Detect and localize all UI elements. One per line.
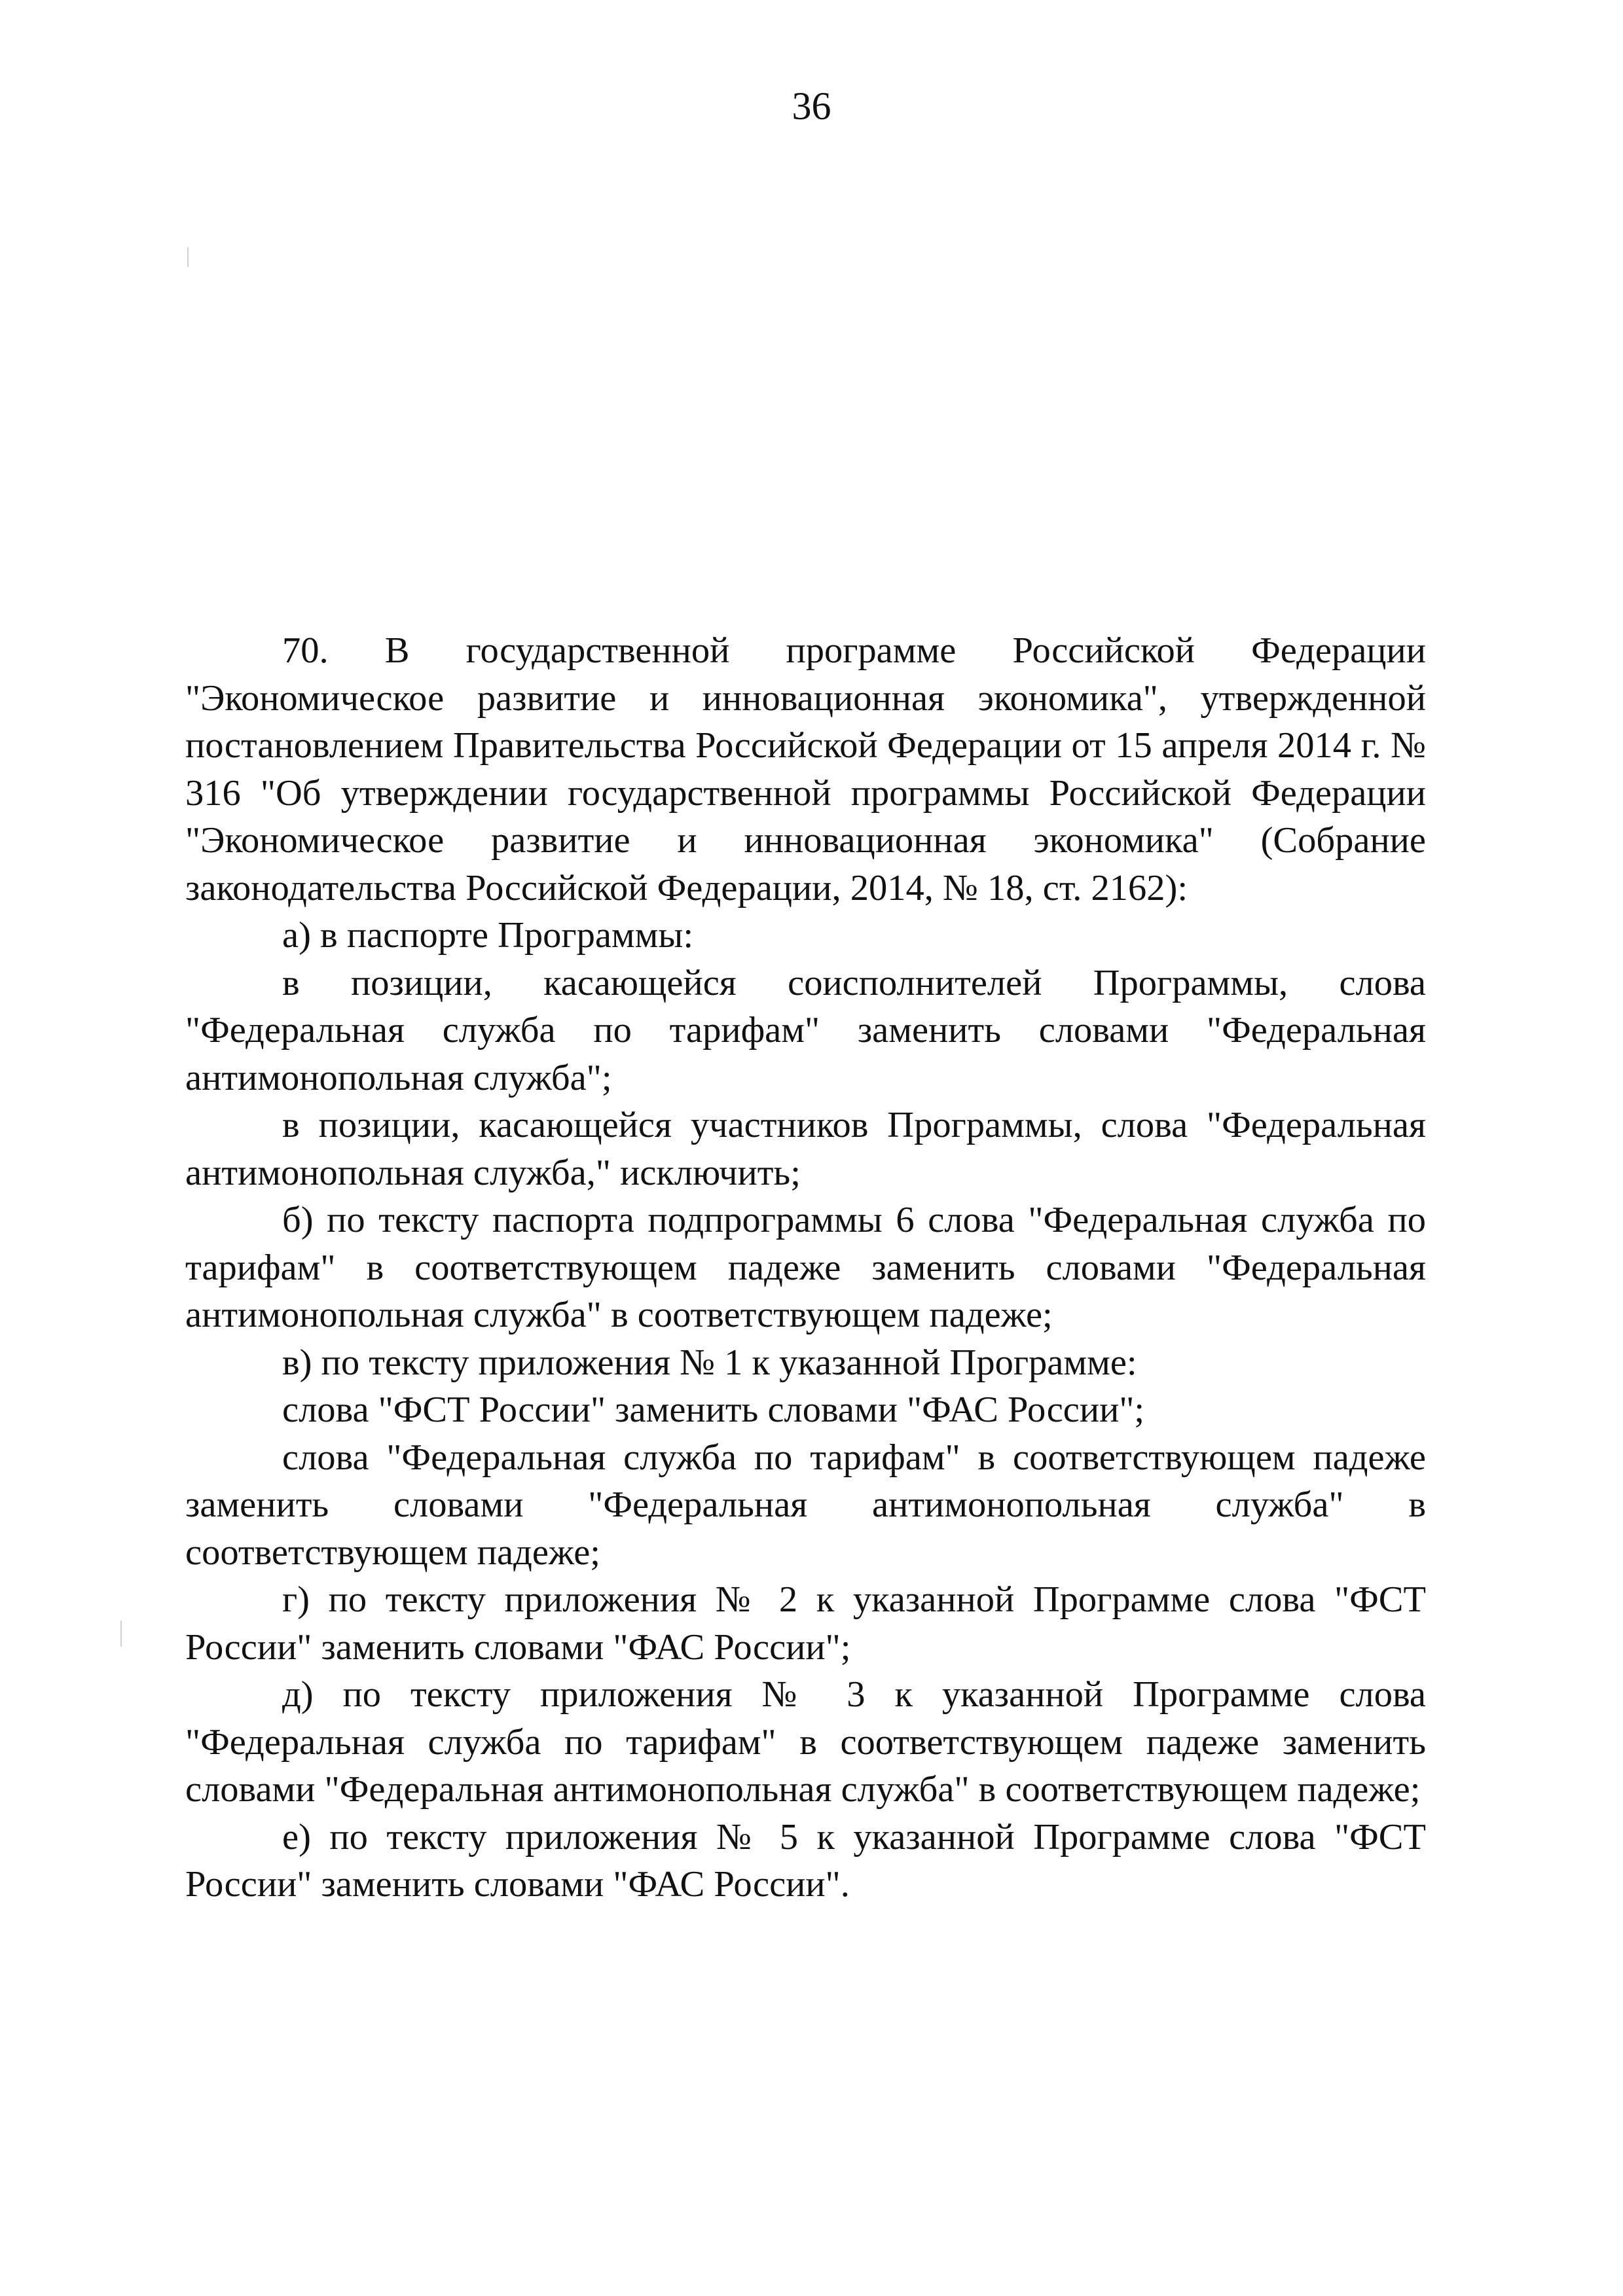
paragraph-v-fst: слова "ФСТ России" заменить словами "ФАС России"; [282,1390,1145,1430]
paragraph-b: б) по тексту паспорта подпрограммы 6 слова "Федеральная служба по тарифам" в соответствующем падеже заменить словами "Федеральная антимонопольная служба" в соответствующем падеже; [185,1200,1426,1335]
scan-artifact-bottom [120,1621,122,1647]
paragraph-g: г) по тексту приложения № 2 к указанной Программе слова "ФСТ России" заменить словами "ФАС России"; [185,1579,1426,1668]
paragraph-d: д) по тексту приложения № 3 к указанной Программе слова "Федеральная служба по тарифам" в соответствующем падеже заменить словами "Федеральная антимонопольная служба" в соответствующем падеже; [185,1674,1426,1810]
page-number: 36 [792,84,831,128]
paragraph-a-participants: в позиции, касающейся участников Программы, слова "Федеральная антимонопольная служба," исключить; [185,1105,1426,1193]
paragraph-v: в) по тексту приложения № 1 к указанной Программе: [282,1342,1137,1383]
document-body [185,627,1426,1909]
paragraph-a: а) в паспорте Программы: [282,915,694,956]
paragraph-v-federal-service: слова "Федеральная служба по тарифам" в соответствующем падеже заменить словами "Федеральная антимонопольная служба" в соответствующем падеже; [185,1437,1426,1573]
paragraph-a-coexecutors: в позиции, касающейся соисполнителей Программы, слова "Федеральная служба по тарифам" заменить словами "Федеральная антимонопольная служба"; [185,962,1426,1098]
scan-artifact-top [187,247,189,267]
paragraph-e: е) по тексту приложения № 5 к указанной Программе слова "ФСТ России" заменить словами "ФАС России". [185,1816,1426,1905]
paragraph-70-intro: 70. В государственной программе Российской Федерации "Экономическое развитие и инновационная экономика", утвержденной постановлением Правительства Российской Федерации от 15 апреля 2014 г. № 316 "Об утверждении государственной программы Российской Федерации "Экономическое развитие и инновационная экономика" (Собрание законодательства Российской Федерации, 2014, № 18, ст. 2162): [185,630,1426,908]
